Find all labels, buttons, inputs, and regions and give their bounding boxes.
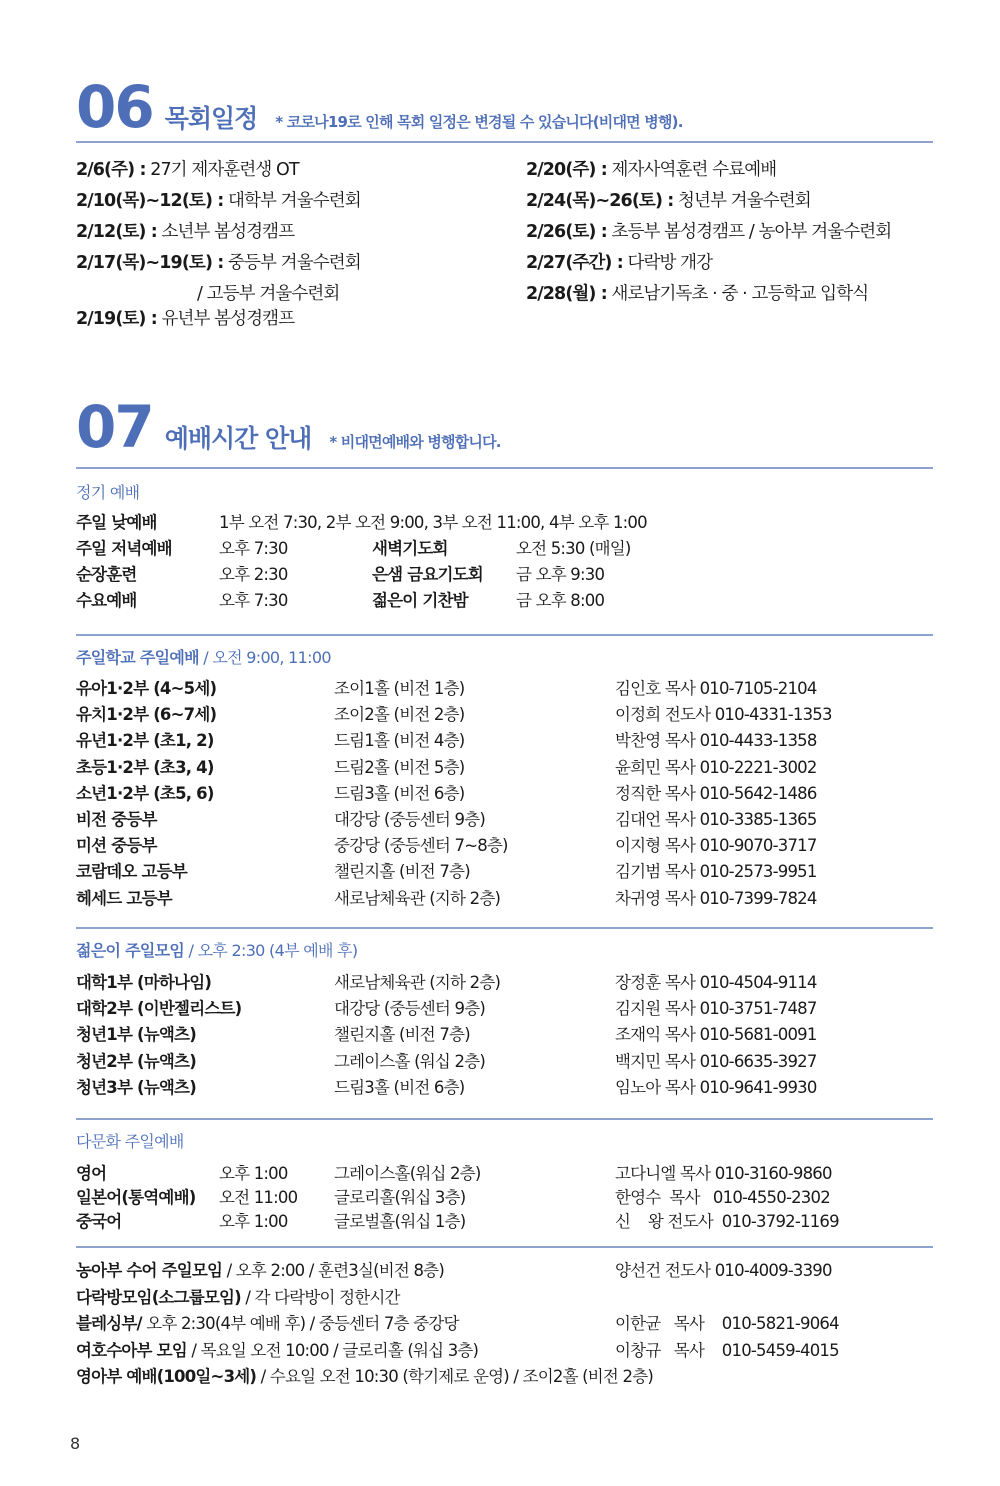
schedule-date: 2/20(주) : (526, 160, 607, 180)
schedule-event: 대학부 겨울수련회 (223, 191, 361, 211)
contact: 백지민 목사 010-6635-3927 (615, 1051, 817, 1071)
schedule-event: 제자사역훈련 수료예배 (606, 160, 777, 180)
worship-name: 젊은이 기찬밤 (372, 591, 468, 610)
language: 일본어(통역예배) (76, 1188, 196, 1207)
schedule-item (526, 162, 891, 193)
language: 영어 (76, 1164, 107, 1183)
list-item (76, 1287, 936, 1317)
schedule-item (76, 224, 361, 255)
location: 드림3홀 (비전 6층) (334, 1077, 465, 1097)
gathering-name: 농아부 수어 주일모임 (76, 1261, 223, 1280)
schedule-item (76, 255, 361, 286)
schedule-item (526, 193, 891, 224)
schedule-date: 2/6(주) : (76, 160, 146, 180)
location: 새로남체육관 (지하 2층) (334, 888, 501, 908)
worship-time: 오전 11:00 (219, 1188, 298, 1207)
contact: 김기범 목사 010-2573-9951 (615, 862, 817, 882)
schedule-date: 2/24(목)~26(토) : (526, 191, 674, 211)
table-row (76, 707, 936, 733)
schedule-date: 2/10(목)~12(토) : (76, 191, 224, 211)
schedule-item (526, 286, 891, 317)
gathering-name: 다락방모임(소그룹모임) (76, 1287, 241, 1307)
table-row (76, 1077, 936, 1106)
gathering-detail: / 오후 2:00 / 훈련3실(비전 8층) (222, 1261, 444, 1280)
table-row (76, 888, 936, 917)
regular-worship-table (76, 515, 936, 619)
divider (76, 467, 933, 469)
location: 챌린지홀 (비전 7층) (334, 862, 470, 882)
table-row (76, 1051, 936, 1080)
worship-time: 오후 1:00 (219, 1164, 288, 1183)
department: 청년3부 (뉴액츠) (76, 1077, 196, 1097)
contact: 임노아 목사 010-9641-9930 (615, 1077, 817, 1097)
worship-name: 새벽기도회 (372, 539, 448, 558)
schedule-date: 2/12(토) : (76, 222, 157, 242)
schedule-item (526, 224, 891, 255)
heading-rest: / 오전 9:00, 11:00 (198, 648, 331, 667)
section-note: * 코로나19로 인해 목회 일정은 변경될 수 있습니다(비대면 병행). (275, 113, 683, 131)
schedule-item (76, 286, 361, 311)
location: 중강당 (중등센터 7~8층) (334, 836, 508, 856)
section-title: 예배시간 안내 (164, 424, 312, 453)
location: 그레이스홀 (워십 2층) (334, 1051, 485, 1071)
gathering-detail: 오후 2:30(4부 예배 후) / 중등센터 7층 중강당 (141, 1314, 459, 1333)
section-title: 목회일정 (164, 104, 258, 133)
worship-time: 오전 5:30 (매일) (516, 539, 631, 558)
department: 소년1·2부 (초5, 6) (76, 783, 214, 803)
list-item (76, 1263, 936, 1290)
department: 유아1·2부 (4~5세) (76, 679, 217, 698)
heading-bold: 젊은이 주일모임 (76, 941, 185, 960)
sunday-school-table (76, 681, 936, 917)
department: 초등1·2부 (초3, 4) (76, 757, 214, 777)
contact: 조재익 목사 010-5681-0091 (615, 1025, 817, 1045)
location: 조이2홀 (비전 2층) (334, 705, 465, 725)
department: 비전 중등부 (76, 809, 157, 829)
location: 드림1홀 (비전 4층) (334, 731, 465, 751)
worship-time: 오후 2:30 (219, 565, 288, 584)
location: 새로남체육관 (지하 2층) (334, 973, 501, 992)
contact: 한영수 목사 010-4550-2302 (615, 1188, 830, 1207)
worship-name: 순장훈련 (76, 565, 137, 584)
contact: 이지형 목사 010-9070-3717 (615, 836, 817, 856)
young-adults-heading (76, 938, 357, 961)
list-item (76, 1340, 936, 1370)
gathering-name: 블레싱부/ (76, 1314, 142, 1333)
worship-name: 주일 낮예배 (76, 513, 157, 532)
department: 대학1부 (마하나임) (76, 973, 212, 992)
schedule-date: 2/27(주간) : (526, 253, 623, 273)
table-row (76, 1214, 936, 1238)
schedule-left-column (76, 162, 361, 342)
location: 대강당 (중등센터 9층) (334, 809, 485, 829)
table-row (76, 1166, 936, 1190)
gathering-detail: / 목요일 오전 10:00 / 글로리홀 (워십 3층) (186, 1340, 479, 1360)
department: 청년2부 (뉴액츠) (76, 1051, 196, 1071)
table-row (76, 541, 936, 567)
table-row (76, 567, 936, 593)
worship-name: 은샘 금요기도회 (372, 565, 483, 584)
contact: 정직한 목사 010-5642-1486 (615, 783, 817, 803)
schedule-event: 청년부 겨울수련회 (673, 191, 811, 211)
schedule-event: 초등부 봄성경캠프 / 농아부 겨울수련회 (606, 222, 892, 242)
schedule-event: 소년부 봄성경캠프 (156, 222, 295, 242)
contact: 박찬영 목사 010-4433-1358 (615, 731, 817, 751)
section-07-header (76, 393, 501, 461)
table-row (76, 757, 936, 786)
table-row (76, 1001, 936, 1027)
location: 조이1홀 (비전 1층) (334, 679, 465, 698)
gathering-detail: / 수요일 오전 10:30 (학기제로 운영) / 조이2홀 (비전 2층) (256, 1367, 653, 1386)
schedule-item (76, 162, 361, 193)
location: 챌린지홀 (비전 7층) (334, 1025, 470, 1045)
contact: 양선건 전도사 010-4009-3390 (615, 1261, 832, 1280)
department: 청년1부 (뉴액츠) (76, 1025, 196, 1045)
list-item (76, 1316, 936, 1343)
worship-time: 오후 7:30 (219, 539, 288, 558)
location: 그레이스홀(워십 2층) (334, 1164, 481, 1183)
location: 글로벌홀(워십 1층) (334, 1212, 466, 1231)
sunday-school-heading (76, 645, 331, 668)
other-gatherings-list (76, 1263, 936, 1396)
schedule-event: 중등부 겨울수련회 (223, 253, 361, 273)
worship-time: 오후 7:30 (219, 591, 288, 610)
table-row (76, 515, 936, 541)
contact: 김지원 목사 010-3751-7487 (615, 999, 817, 1019)
contact: 고다니엘 목사 010-3160-9860 (615, 1164, 832, 1183)
section-note: * 비대면예배와 병행합니다. (329, 433, 501, 451)
contact: 신 왕 전도사 010-3792-1169 (615, 1212, 839, 1231)
schedule-event: / 고등부 겨울수련회 (197, 284, 340, 304)
contact: 윤희민 목사 010-2221-3002 (615, 757, 817, 777)
schedule-date: 2/17(목)~19(토) : (76, 253, 224, 273)
schedule-event: 새로남기독초 · 중 · 고등학교 입학식 (606, 284, 869, 304)
location: 드림3홀 (비전 6층) (334, 783, 465, 803)
list-item (76, 1369, 936, 1396)
contact: 김인호 목사 010-7105-2104 (615, 679, 817, 698)
department: 헤세드 고등부 (76, 888, 172, 908)
divider (76, 141, 933, 143)
table-row (76, 1027, 936, 1053)
multicultural-table (76, 1166, 936, 1238)
worship-time: 금 오후 8:00 (516, 591, 605, 610)
contact: 차귀영 목사 010-7399-7824 (615, 888, 817, 908)
table-row (76, 975, 936, 1001)
table-row (76, 681, 936, 707)
worship-name: 수요예배 (76, 591, 137, 610)
table-row (76, 838, 936, 864)
language: 중국어 (76, 1212, 122, 1231)
schedule-item (526, 255, 891, 286)
contact: 장정훈 목사 010-4504-9114 (615, 973, 817, 992)
schedule-event: 27기 제자훈련생 OT (145, 160, 299, 180)
divider (76, 634, 933, 636)
worship-time: 오후 1:00 (219, 1212, 288, 1231)
gathering-detail: / 각 다락방이 정한시간 (240, 1287, 400, 1307)
worship-time: 금 오후 9:30 (516, 565, 605, 584)
divider (76, 1118, 933, 1120)
schedule-item (76, 311, 361, 342)
schedule-right-column (526, 162, 891, 317)
divider (76, 1246, 933, 1248)
department: 미션 중등부 (76, 836, 157, 856)
location: 대강당 (중등센터 9층) (334, 999, 485, 1019)
location: 드림2홀 (비전 5층) (334, 757, 465, 777)
gathering-name: 여호수아부 모임 (76, 1340, 187, 1360)
heading-rest: / 오후 2:30 (4부 예배 후) (184, 941, 358, 960)
schedule-event: 유년부 봄성경캠프 (156, 309, 295, 329)
location: 글로리홀(워십 3층) (334, 1188, 466, 1207)
multicultural-heading: 다문화 주일예배 (76, 1132, 184, 1151)
heading-bold: 주일학교 주일예배 (76, 648, 199, 667)
worship-time: 1부 오전 7:30, 2부 오전 9:00, 3부 오전 11:00, 4부 오후 1:00 (219, 513, 647, 532)
divider (76, 927, 933, 929)
table-row (76, 783, 936, 812)
department: 코람데오 고등부 (76, 862, 187, 882)
contact: 이창규 목사 010-5459-4015 (615, 1340, 839, 1360)
table-row (76, 1190, 936, 1214)
table-row (76, 809, 936, 838)
table-row (76, 593, 936, 619)
department: 유년1·2부 (초1, 2) (76, 731, 214, 751)
contact: 이한균 목사 010-5821-9064 (615, 1314, 839, 1333)
table-row (76, 864, 936, 890)
section-06-header (76, 73, 683, 141)
worship-name: 주일 저녁예배 (76, 539, 172, 558)
schedule-event: 다락방 개강 (622, 253, 713, 273)
schedule-date: 2/19(토) : (76, 309, 157, 329)
department: 대학2부 (이반젤리스트) (76, 999, 242, 1019)
schedule-date: 2/28(월) : (526, 284, 607, 304)
contact: 이정희 전도사 010-4331-1353 (615, 705, 832, 725)
contact: 김대언 목사 010-3385-1365 (615, 809, 817, 829)
table-row (76, 733, 936, 759)
schedule-date: 2/26(토) : (526, 222, 607, 242)
regular-worship-heading: 정기 예배 (76, 483, 140, 502)
young-adults-table (76, 975, 936, 1106)
section-number: 06 (76, 73, 153, 141)
page-number: 8 (70, 1434, 81, 1453)
gathering-name: 영아부 예배(100일~3세) (76, 1367, 257, 1386)
department: 유치1·2부 (6~7세) (76, 705, 217, 725)
schedule-item (76, 193, 361, 224)
section-number: 07 (76, 393, 153, 461)
